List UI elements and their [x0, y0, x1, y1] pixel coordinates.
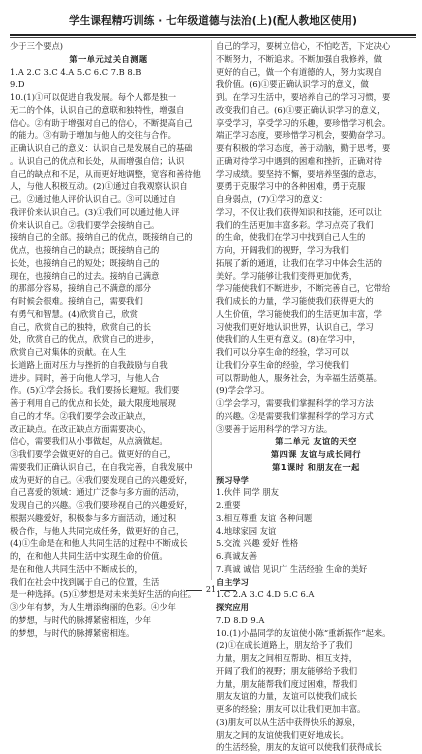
column-divider [211, 40, 212, 580]
text-line: ③我们要学会做更好的自己。做更好的自己， [10, 449, 176, 459]
text-line: 3.相互尊重 友谊 各种问题 [216, 512, 313, 523]
text-line: 2.重要 [216, 500, 241, 510]
text-line: 可以帮助他人，服务社会，为幸福生活奠基。 [216, 372, 382, 383]
text-line: 处，欣赏自己的优点，欣赏自己的进步， [10, 334, 160, 345]
text-line: 享受学习，享受学习的乐趣，要珍惜学习机会。 [216, 117, 391, 128]
text-line: 正确认识自己的意义：认识自己是发展自己的基础 [10, 143, 193, 153]
text-line: 长处，也接纳自己的短处；既接纳自己的 [10, 257, 160, 268]
text-line: 自己的才华。②我们要学会改正缺点， [10, 410, 152, 421]
text-line: 4.地球家园 友谊 [216, 525, 277, 536]
text-line: 改变我们自己。(6)①要正确认识学习的意义， [216, 104, 386, 115]
text-line: 欣赏自己对集体的贡献。在人生 [10, 347, 127, 357]
page-header-title: 学生课程精巧训练 · 七年级道德与法治(上)(配人教地区使用) [68, 15, 358, 27]
text-line: 我价值。(6)①要正确认识学习的意义，做 [216, 79, 369, 90]
text-line: (9)学会学习。 [216, 385, 270, 396]
text-line: 极合作，与他人共同完成任务，做更好的自己， [10, 525, 185, 536]
right-column [216, 40, 416, 754]
text-line: 7.真诚 诚信 见识广 生活经验 生命的美好 [216, 563, 368, 574]
text-line: 发现自己的兴趣。⑤我们要珍视自己的兴趣爱好， [10, 500, 193, 510]
text-line: 拓展了新的通道，让我们在学习中体会生活的 [216, 257, 382, 268]
text-line: 需要我们正确认识自己，在自我完善，自我发展中 [10, 461, 193, 472]
text-line: 预习导学 [216, 474, 249, 485]
text-line: 自己的缺点和不足，从而更好地调整，宽容和善待他 [10, 168, 201, 179]
text-line: ③少年有梦，为人生增添绚丽的色彩。④少年 [10, 602, 176, 612]
text-line: 自己，欣赏自己的独特，欣赏自己的长 [10, 321, 152, 332]
text-line: 更多的经验；朋友可以让我们更加丰富。 [216, 704, 366, 714]
text-line: 端正学习态度，要珍惜学习机会，要勤奋学习。 [216, 130, 391, 141]
text-line: 的，在和他人共同生活中实现生命的价值。 [10, 551, 168, 561]
text-line: 有勇气和智慧。(4)欣赏自己，欣赏 [10, 308, 138, 319]
text-line: 现在，也接纳自己的过去。接纳自己满意 [10, 270, 160, 281]
text-line: (2)①在成长道路上，朋友给予了我们 [216, 640, 353, 651]
text-line: 9.D [10, 79, 25, 90]
text-line: 让我们分享生命的经验，学习使我们 [216, 359, 349, 370]
text-line: (3)朋友可以从生活中获得快乐的源泉， [216, 716, 361, 727]
text-line: 己。②通过他人评价认识自己。③可以通过自 [10, 194, 176, 204]
text-line: 1.A 2.C 3.C 4.A 5.C 6.C 7.B 8.B [10, 66, 142, 77]
text-line: 是一种选择。(5)①梦想是对未来美好生活的向往。 [10, 589, 196, 600]
text-line: 自己喜爱的领域：通过广泛参与多方面的活动， [10, 487, 185, 498]
text-line: 根据兴趣爱好，积极参与多方面活动，通过积 [10, 512, 176, 523]
text-line: 朋友之间的友谊使我们更好地成长。 [216, 729, 349, 740]
text-line: 7.D 8.D 9.A [216, 614, 265, 625]
text-line: (4)①生命是在和他人共同生活的过程中不断成长 [10, 538, 188, 549]
text-line: 不断努力，不断追求。不断加强自我修养，做 [216, 53, 382, 64]
text-line: 信心，需要我们从小事做起，从点滴做起。 [10, 436, 168, 447]
text-line: 1.C 2.A 3.C 4.D 5.C 6.A [216, 589, 315, 600]
text-line: 6.真诚友善 [216, 551, 258, 561]
text-line: 长道路上面对压力与挫折的自我鼓励与自我 [10, 359, 168, 370]
text-line: 信心。②有助于增强对自己的信心，不断提高自己 [10, 117, 193, 128]
text-line: 1.伙伴 同学 朋友 [216, 487, 279, 498]
text-line: 力量，朋友能帮我们度过困难，帮我们 [216, 678, 358, 689]
text-line: 人，与他人积极互动。(2)①通过自我观察认识自 [10, 181, 188, 192]
text-line: 作。(5)①学会扬长。我们要扬长避短。我们要 [10, 385, 180, 396]
text-line: 使我们的人生更有意义。(8)在学习中， [216, 334, 361, 345]
text-line: ③要善于运用科学的学习方法。 [216, 423, 333, 434]
text-line: 自己的学习，要树立信心，不怕吃苦，下定决心 [216, 41, 391, 51]
text-line: 优点，也接纳自己的缺点；既接纳自己的 [10, 245, 160, 255]
header-rule-thick [10, 34, 416, 36]
text-line: 学习，不仅让我们获得知识和技能，还可以让 [216, 206, 382, 217]
text-line: 的兴趣。②是需要我们掌握科学的学习方式 [216, 410, 374, 421]
page-number: 21 [0, 584, 422, 596]
text-line: 成为更好的自己。④我们要发现自己的兴趣爱好， [10, 474, 193, 485]
text-line: 到。在学习生活中，要培养自己的学习习惯，要 [216, 92, 391, 102]
text-line: 要有积极的学习态度，善于动脑，勤于思考，要 [216, 143, 391, 153]
text-line: 的梦想，与时代的脉搏紧密相连，少年 [10, 614, 152, 625]
text-line: 探究应用 [216, 602, 249, 612]
text-line: 朋友友谊的力量，友谊可以使我们成长 [216, 691, 358, 702]
left-column [10, 40, 207, 639]
text-line: 自身弱点，(7)①学习的意义： [216, 194, 328, 204]
text-line: 要勇于克服学习中的各种困难，勇于克服 [216, 181, 366, 192]
text-line: 习使我们更好地认识世界，认识自己，学习 [216, 321, 374, 332]
text-line: 正确对待学习中遇到的困难和挫折，正确对待 [216, 155, 382, 166]
text-line: 的那部分容易，接纳自己不满意的部分 [10, 283, 152, 294]
text-line: 改正缺点。在改正缺点方面需要决心， [10, 423, 152, 434]
text-line: 我评价来认识自己。(3)①我们可以通过他人评 [10, 206, 180, 217]
text-line: 10.(1)①可以促进自我发展。每个人都是独一 [10, 92, 176, 102]
text-line: 进步。同时，善于向他人学习，与他人合 [10, 372, 160, 383]
text-line: ①学会学习，需要我们掌握科学的学习方法 [216, 398, 374, 408]
text-line: 美好。学习能够让我们变得更加优秀， [216, 270, 358, 281]
text-line: 第1课时 和朋友在一起 [272, 461, 360, 472]
text-line: 接纳自己的全部。接纳自己的优点，既接纳自己的 [10, 232, 193, 243]
text-line: 是在和他人共同生活中不断成长的， [10, 563, 143, 574]
text-line: 我们可以分享生命的经验，学习可以 [216, 347, 349, 357]
text-line: 的生活经验，朋友的友谊可以使我们获得成长 [216, 742, 382, 753]
text-line: 的梦想，与时代的脉搏紧密相连。 [10, 627, 135, 638]
text-line: 学习成绩。要坚持不懈，要培养坚强的意志， [216, 168, 382, 179]
text-line: 学习能使我们不断进步，不断完善自己，它带给 [216, 283, 391, 294]
header-rule-thin [10, 37, 416, 38]
text-line: 力量，朋友之间相互帮助、相互支持， [216, 653, 358, 663]
text-line: 第四课 友谊与成长同行 [270, 449, 362, 459]
text-line: 开阔了我们的视野；朋友能够给予我们 [216, 665, 358, 676]
text-line: 第一单元过关自测题 [69, 53, 148, 64]
text-line: 少于三个要点) [10, 41, 64, 51]
text-line: 价来认识自己。②我们要学会接纳自己。 [10, 219, 160, 230]
text-line: 的能力。③有助于增加与他人的交往与合作。 [10, 130, 176, 141]
text-line: 。认识自己的优点和长处，从而增强自信；认识 [10, 155, 185, 166]
text-line: 有时候会很难。接纳自己，需要我们 [10, 296, 143, 306]
text-line: 5.交流 兴趣 爱好 性格 [216, 538, 299, 549]
text-line: 方向，开阔我们的视野，学习为我们 [216, 245, 349, 255]
text-line: 善于利用自己的优点和长处，最大限度地展现 [10, 398, 176, 408]
text-line: 更好的自己，做一个有道德的人，努力实现自 [216, 66, 382, 77]
text-line: 我们的生活更加丰富多彩。学习点亮了我们 [216, 219, 374, 230]
text-line: 自主学习 [216, 576, 249, 587]
text-line: 我们在社会中找到属于自己的位置，生活 [10, 576, 160, 587]
text-line: 10.(1)小晶同学的友谊使小陈“重新振作”起来。 [216, 627, 391, 638]
text-line: 无二的个体，认识自己的意联和独特性，增强自 [10, 104, 185, 115]
text-line: 人生价值，学习能使我们的生活更加丰富，学 [216, 308, 382, 319]
text-line: 第二单元 友谊的天空 [275, 436, 357, 447]
text-line: 的生命，使我们在学习中找到自己人生的 [216, 232, 366, 243]
text-line: 我们成长的力量，学习能使我们获得更大的 [216, 296, 374, 306]
